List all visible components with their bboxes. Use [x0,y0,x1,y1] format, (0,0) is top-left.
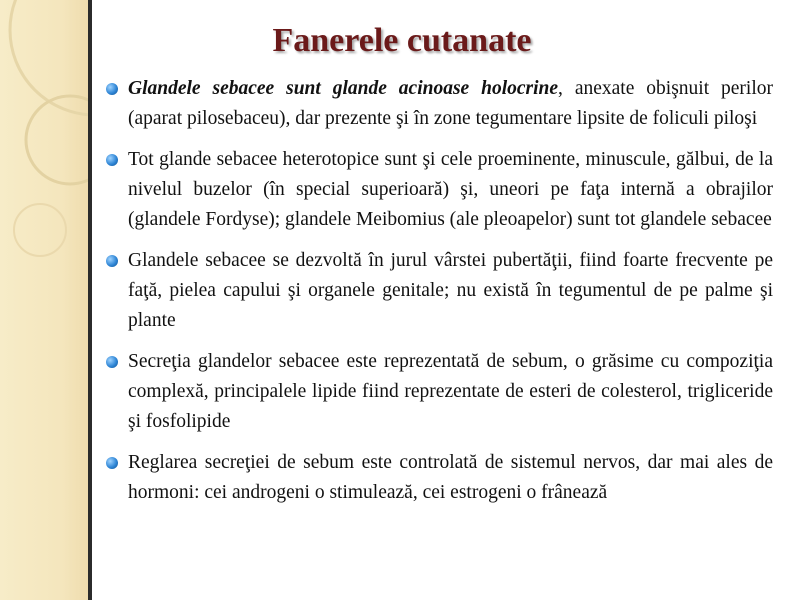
bullet-text: , anexate obişnuit perilor (aparat pilosebaceu), dar prezente şi în zone tegumentare lipsite de foliculi piloşi [128,78,774,129]
bullet-item-4 [106,347,773,437]
bullet-text: Secreţia glandelor sebacee este reprezentată de sebum, o grăsime cu compoziţia complexă, principalele lipide fiind reprezentate de esteri de colesterol, trigliceride şi fosfolipide [128,351,773,432]
bullet-list [106,74,773,519]
bullet-item-1 [106,74,773,134]
bullet-item-2 [106,145,773,235]
bullet-item-5 [106,448,773,508]
bullet-icon [106,356,118,368]
bullet-emphasis: Glandele sebacee sunt glande acinoase holocrine [128,78,559,99]
bullet-text: Glandele sebacee se dezvoltă în jurul vârstei pubertăţii, fiind foarte frecvente pe faţă, pielea capului şi organele genitale; nu există în tegumentul de pe palme şi plante [128,250,773,331]
bullet-icon [106,83,118,95]
bullet-text: Reglarea secreţiei de sebum este controlată de sistemul nervos, dar mai ales de hormoni: cei androgeni o stimulează, cei estrogeni o frânează [128,452,773,503]
bullet-icon [106,457,118,469]
side-divider [88,0,92,600]
decorative-side-band [0,0,88,600]
bullet-icon [106,255,118,267]
bullet-icon [106,154,118,166]
decorative-circles [0,0,88,600]
bullet-item-3 [106,246,773,336]
slide-title: Fanerele cutanate [272,22,532,59]
bullet-text: Tot glande sebacee heterotopice sunt şi cele proeminente, minuscule, gălbui, de la nivelul buzelor (în special superioară) şi, uneori pe faţa internă a obrajilor (glandele Fordyse); glandele Meibomius (ale pleoapelor) sunt tot glandele sebacee [128,149,773,230]
